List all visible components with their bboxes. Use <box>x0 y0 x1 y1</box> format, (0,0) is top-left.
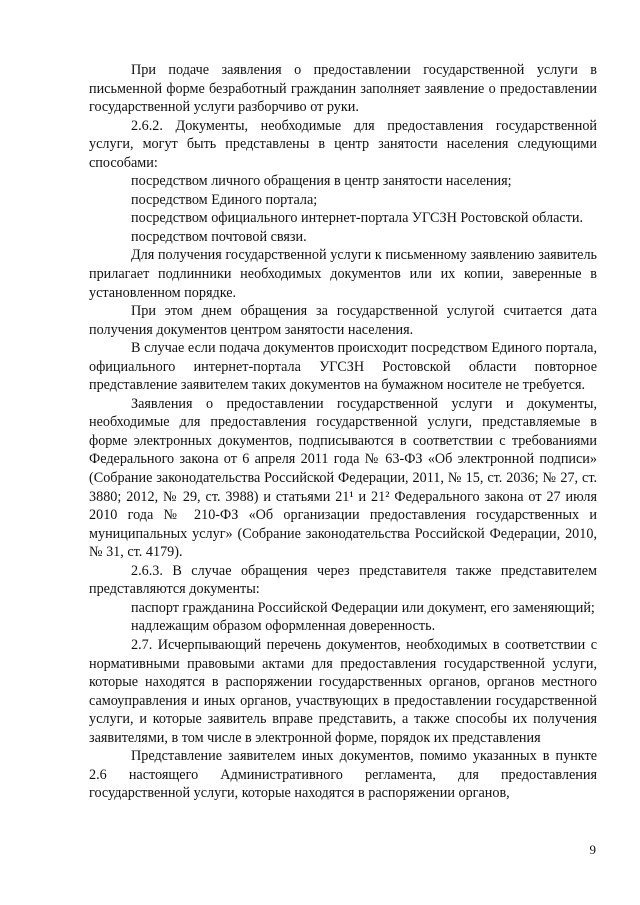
paragraph: 2.6.3. В случае обращения через представителя также представителем представляются документы: <box>89 562 597 598</box>
list-item: надлежащим образом оформленная доверенность. <box>131 618 436 635</box>
paragraph: При подаче заявления о предоставлении государственной услуги в письменной форме безработный гражданин заполняет заявление о предоставлении государственной услуги разборчиво от руки. <box>89 62 597 116</box>
page-number: 9 <box>589 842 596 857</box>
paragraph: В случае если подача документов происходит посредством Единого портала, официального интернет-портала УГСЗН Ростовской области повторное представление заявителем таких документов на бумажном носителе не требуется. <box>89 340 597 394</box>
document-body <box>89 61 597 803</box>
section-heading: 2.7. Исчерпывающий перечень документов, необходимых в соответствии с нормативными правовыми актами для предоставления государственной услуги, которые находятся в распоряжении государственных органов, органов местного самоуправления и иных органов, участвующих в предоставлении государственной услуги, и которые заявитель вправе представить, а также способы их получения заявителями, в том числе в электронной форме, порядок их представления <box>89 636 597 746</box>
paragraph: При этом днем обращения за государственной услугой считается дата получения документов центром занятости населения. <box>89 303 597 338</box>
paragraph: Для получения государственной услуги к письменному заявлению заявитель прилагает подлинники необходимых документов или их копии, заверенные в установленном порядке. <box>89 247 597 301</box>
list-item: посредством личного обращения в центр занятости населения; <box>131 173 512 190</box>
list-item: посредством официального интернет-портала УГСЗН Ростовской области. <box>131 210 584 227</box>
list-item: посредством почтовой связи. <box>131 228 307 245</box>
list-item: паспорт гражданина Российской Федерации или документ, его заменяющий; <box>131 599 595 616</box>
paragraph: Заявления о предоставлении государственной услуги и документы, необходимые для предоставления государственной услуги, представляемые в форме электронных документов, подписываются в соответствии с требованиями Федерального закона от 6 апреля 2011 года № 63-ФЗ «Об электронной подписи» (Собрание законодательства Российской Федерации, 2011, № 15, ст. 2036; № 27, ст. 3880; 2012, № 29, ст. 3988) и статьями 21¹ и 21² Федерального закона от 27 июля 2010 года № 210-ФЗ «Об организации предоставления государственных и муниципальных услуг» (Собрание законодательства Российской Федерации, 2010, № 31, ст. 4179). <box>89 395 597 561</box>
paragraph: Представление заявителем иных документов, помимо указанных в пункте 2.6 настоящего Административного регламента, для предоставления государственной услуги, которые находятся в распоряжении органов, <box>89 748 597 802</box>
list-item: посредством Единого портала; <box>131 191 318 208</box>
paragraph: 2.6.2. Документы, необходимые для предоставления государственной услуги, могут быть представлены в центр занятости населения следующими способами: <box>89 117 597 171</box>
